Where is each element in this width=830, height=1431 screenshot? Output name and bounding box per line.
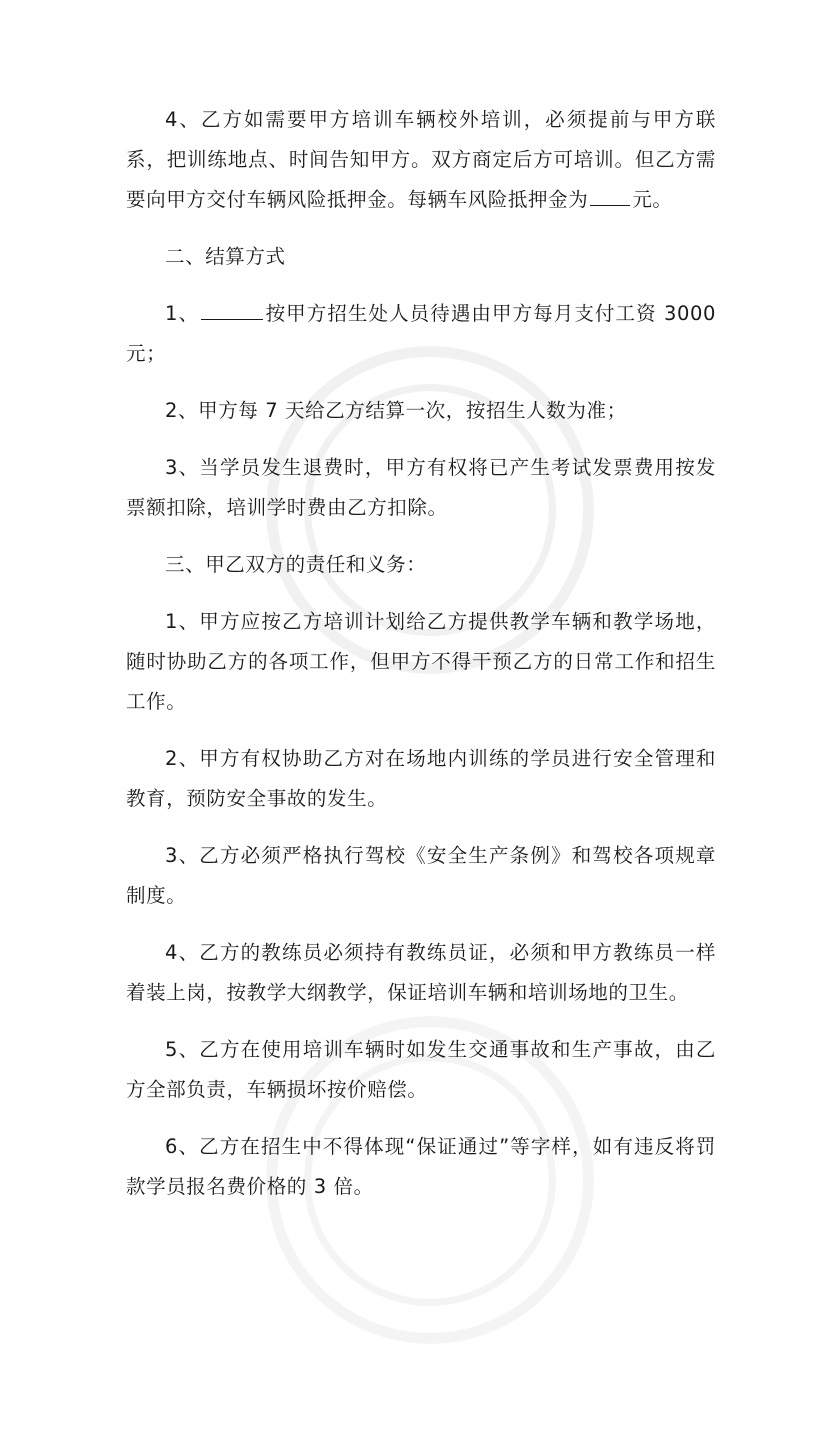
duty-item-4: 4、乙方的教练员必须持有教练员证，必须和甲方教练员一样着装上岗，按教学大纲教学，保证培训车辆和培训场地的卫生。 xyxy=(126,941,716,1004)
settlement-item-2: 2、甲方每 7 天给乙方结算一次，按招生人数为准； xyxy=(165,399,627,422)
duty-item-2: 2、甲方有权协助乙方对在场地内训练的学员进行安全管理和教育，预防安全事故的发生。 xyxy=(126,747,716,810)
duty-item-1: 1、甲方应按乙方培训计划给乙方提供教学车辆和教学场地，随时协助乙方的各项工作，但甲方不得干预乙方的日常工作和招生工作。 xyxy=(126,610,716,713)
duty-item-3: 3、乙方必须严格执行驾校《安全生产条例》和驾校各项规章制度。 xyxy=(126,844,716,907)
duty-item-5: 5、乙方在使用培训车辆时如发生交通事故和生产事故，由乙方全部负责，车辆损坏按价赔偿。 xyxy=(126,1038,716,1101)
settlement-item-3: 3、当学员发生退费时，甲方有权将已产生考试发票费用按发票额扣除，培训学时费由乙方扣除。 xyxy=(126,456,716,519)
document-body xyxy=(126,100,716,1224)
paragraph-text: 按甲方招生处人员待遇由甲方每月支付工资 3000 元； xyxy=(126,302,716,365)
section-title-settlement: 二、结算方式 xyxy=(165,245,286,268)
settlement-item-1 xyxy=(126,294,716,374)
deposit-blank xyxy=(590,181,630,206)
section-title-duties: 三、甲乙双方的责任和义务： xyxy=(165,553,427,576)
paragraph-text: 4、乙方如需要甲方培训车辆校外培训，必须提前与甲方联系，把训练地点、时间告知甲方。双方商定后方可培训。但乙方需要向甲方交付车辆风险抵押金。每辆车风险抵押金为 xyxy=(126,108,716,211)
paragraph-outside-training xyxy=(126,100,716,220)
duty-item-6: 6、乙方在招生中不得体现“保证通过”等字样，如有违反将罚款学员报名费价格的 3 倍。 xyxy=(126,1135,716,1198)
item-number: 1、 xyxy=(165,302,200,325)
paragraph-text: 元。 xyxy=(632,188,673,211)
name-blank xyxy=(201,295,263,320)
